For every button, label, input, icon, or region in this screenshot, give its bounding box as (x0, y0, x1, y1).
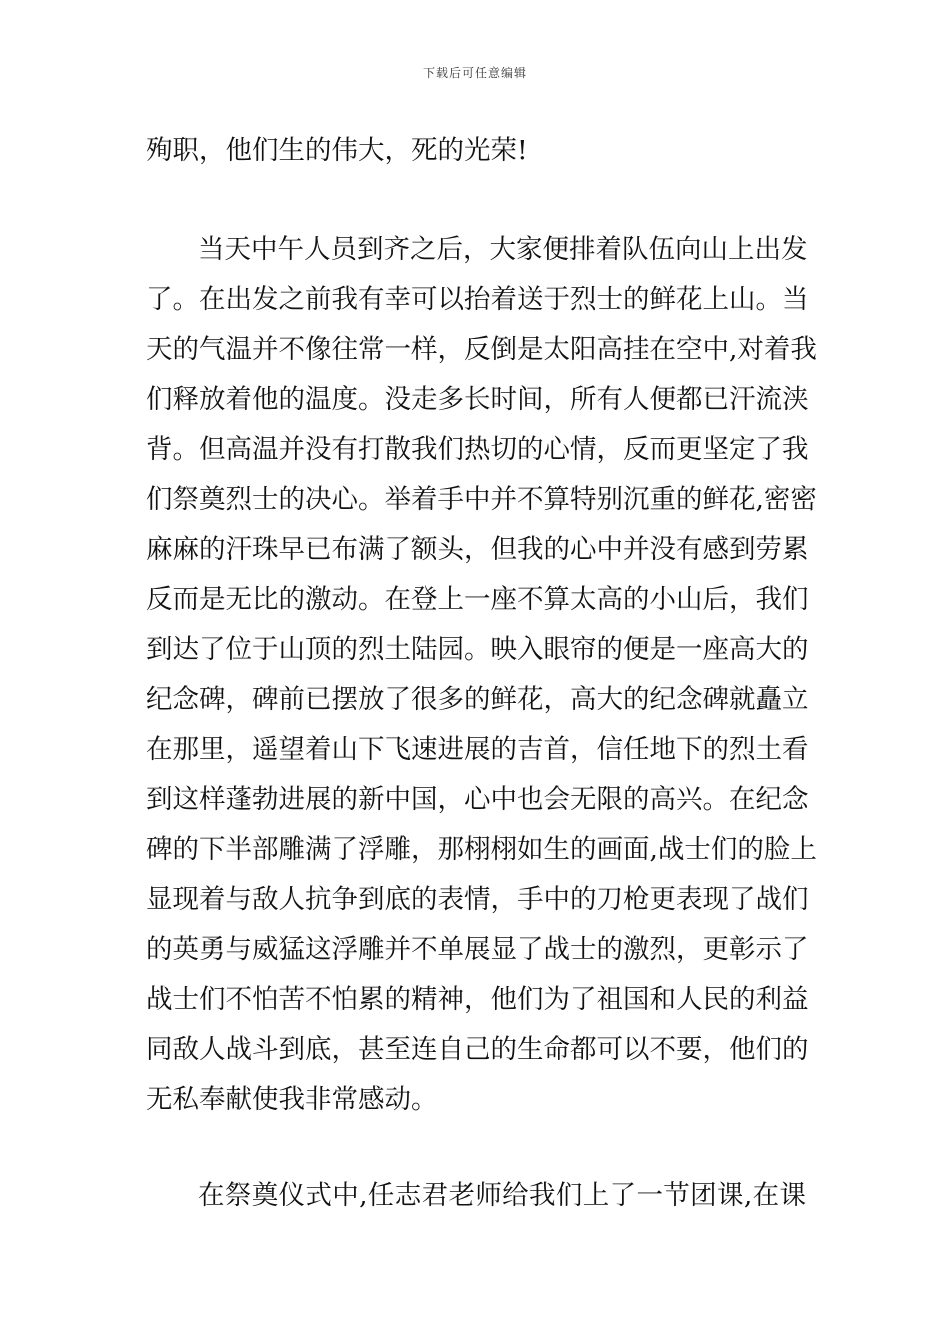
text-line: 反而是无比的激动。在登上一座不算太高的小山后，我们 (146, 584, 809, 615)
text-line: 当天中午人员到齐之后，大家便排着队伍向山上出发 (198, 234, 808, 265)
text-line: 了。在出发之前我有幸可以抬着送于烈士的鲜花上山。当 (146, 284, 809, 315)
text-line: 到达了位于山顶的烈土陆园。映入眼帘的便是一座高大的 (146, 634, 809, 665)
text-line: 麻麻的汗珠早已布满了额头，但我的心中并没有感到劳累 (146, 534, 809, 565)
text-line: 的英勇与威猛这浮雕并不单展显了战士的激烈，更彰示了 (146, 934, 809, 965)
text-line: 们祭奠烈士的决心。举着手中并不算特别沉重的鲜花,密密 (146, 484, 817, 515)
text-line: 战士们不怕苦不怕累的精神，他们为了祖国和人民的利益 (146, 984, 809, 1015)
text-line: 天的气温并不像往常一样，反倒是太阳高挂在空中,对着我 (146, 334, 817, 365)
text-line: 纪念碑，碑前已摆放了很多的鲜花，高大的纪念碑就矗立 (146, 684, 809, 715)
text-line: 无私奉献使我非常感动。 (146, 1084, 438, 1115)
text-line: 到这样蓬勃进展的新中国，心中也会无限的高兴。在纪念 (146, 784, 809, 815)
text-line: 在那里，遥望着山下飞速进展的吉首，信任地下的烈土看 (146, 734, 809, 765)
text-line: 同敌人战斗到底，甚至连自己的生命都可以不要，他们的 (146, 1034, 809, 1065)
text-line: 殉职，他们生的伟大，死的光荣! (146, 135, 528, 166)
text-line: 在祭奠仪式中,任志君老师给我们上了一节团课,在课 (198, 1180, 806, 1211)
text-line: 背。但高温并没有打散我们热切的心情，反而更坚定了我 (146, 434, 809, 465)
text-line: 们释放着他的温度。没走多长时间，所有人便都已汗流浃 (146, 384, 809, 415)
text-line: 显现着与敌人抗争到底的表情，手中的刀枪更表现了战们 (146, 884, 809, 915)
text-line: 碑的下半部雕满了浮雕，那栩栩如生的画面,战士们的脸上 (146, 834, 817, 865)
page-header: 下载后可任意编辑 (422, 66, 527, 80)
